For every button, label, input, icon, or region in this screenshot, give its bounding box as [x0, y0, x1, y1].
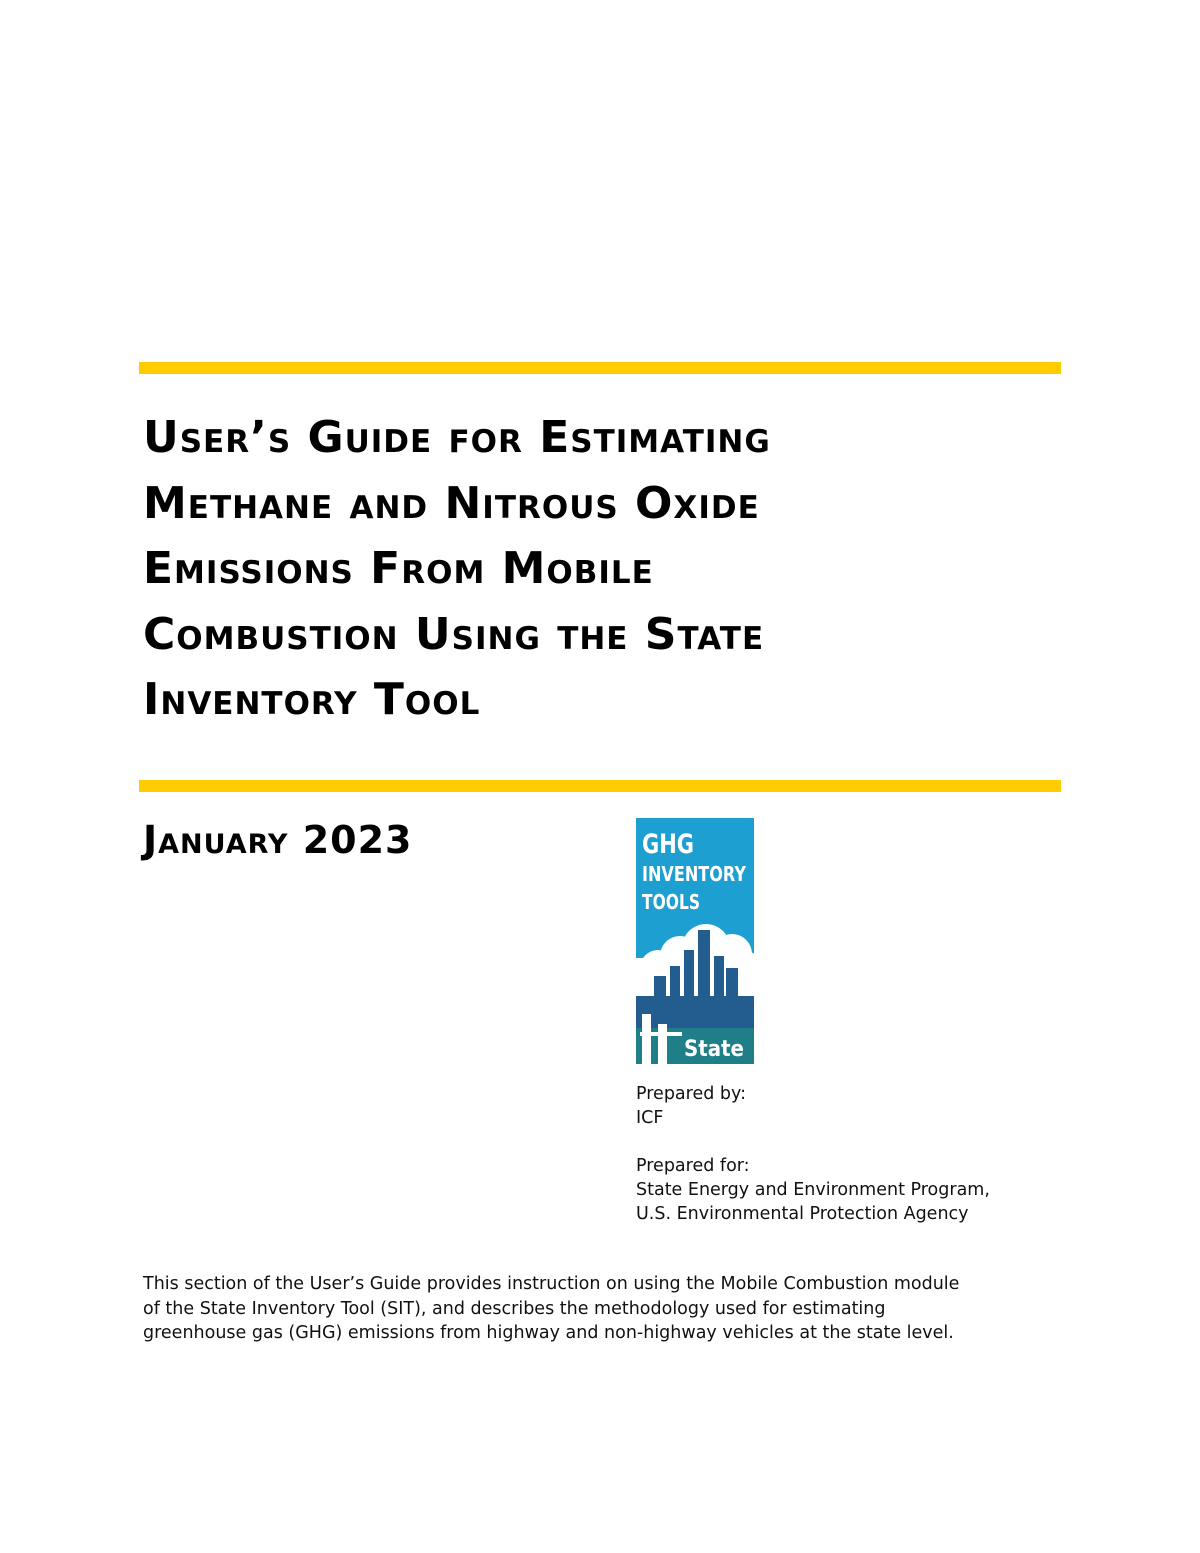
title-line: Emissions From Mobile	[143, 543, 654, 594]
ghg-inventory-tools-logo	[636, 818, 754, 1064]
document-title	[143, 405, 1043, 733]
prepared-for-org: U.S. Environmental Protection Agency	[636, 1204, 969, 1224]
prepared-by-label: Prepared by:	[636, 1084, 746, 1104]
bottom-yellow-rule	[139, 780, 1061, 792]
title-line: User’s Guide for Estimating	[143, 412, 771, 463]
title-line: Combustion Using the State	[143, 608, 765, 660]
summary-line: This section of the User’s Guide provides instruction on using the Mobile Combustion module	[143, 1274, 960, 1294]
prepared-by-block	[636, 1082, 746, 1130]
prepared-for-label: Prepared for:	[636, 1156, 750, 1176]
prepared-for-block	[636, 1154, 990, 1226]
title-line: Inventory Tool	[143, 674, 481, 725]
logo-text-ghg: GHG	[642, 829, 694, 860]
prepared-by-org: ICF	[636, 1108, 664, 1128]
summary-line: greenhouse gas (GHG) emissions from highway and non-highway vehicles at the state level.	[143, 1323, 954, 1343]
summary-paragraph	[143, 1272, 1073, 1346]
title-line: Methane and Nitrous Oxide	[143, 477, 760, 529]
prepared-for-org: State Energy and Environment Program,	[636, 1180, 990, 1200]
top-yellow-rule	[139, 362, 1061, 374]
summary-line: of the State Inventory Tool (SIT), and describes the methodology used for estimating	[143, 1298, 886, 1319]
publication-date: January 2023	[143, 818, 413, 862]
logo-text-tools: TOOLS	[642, 890, 700, 914]
logo-text-inventory: INVENTORY	[642, 862, 747, 886]
logo-text-state: State	[684, 1037, 744, 1062]
